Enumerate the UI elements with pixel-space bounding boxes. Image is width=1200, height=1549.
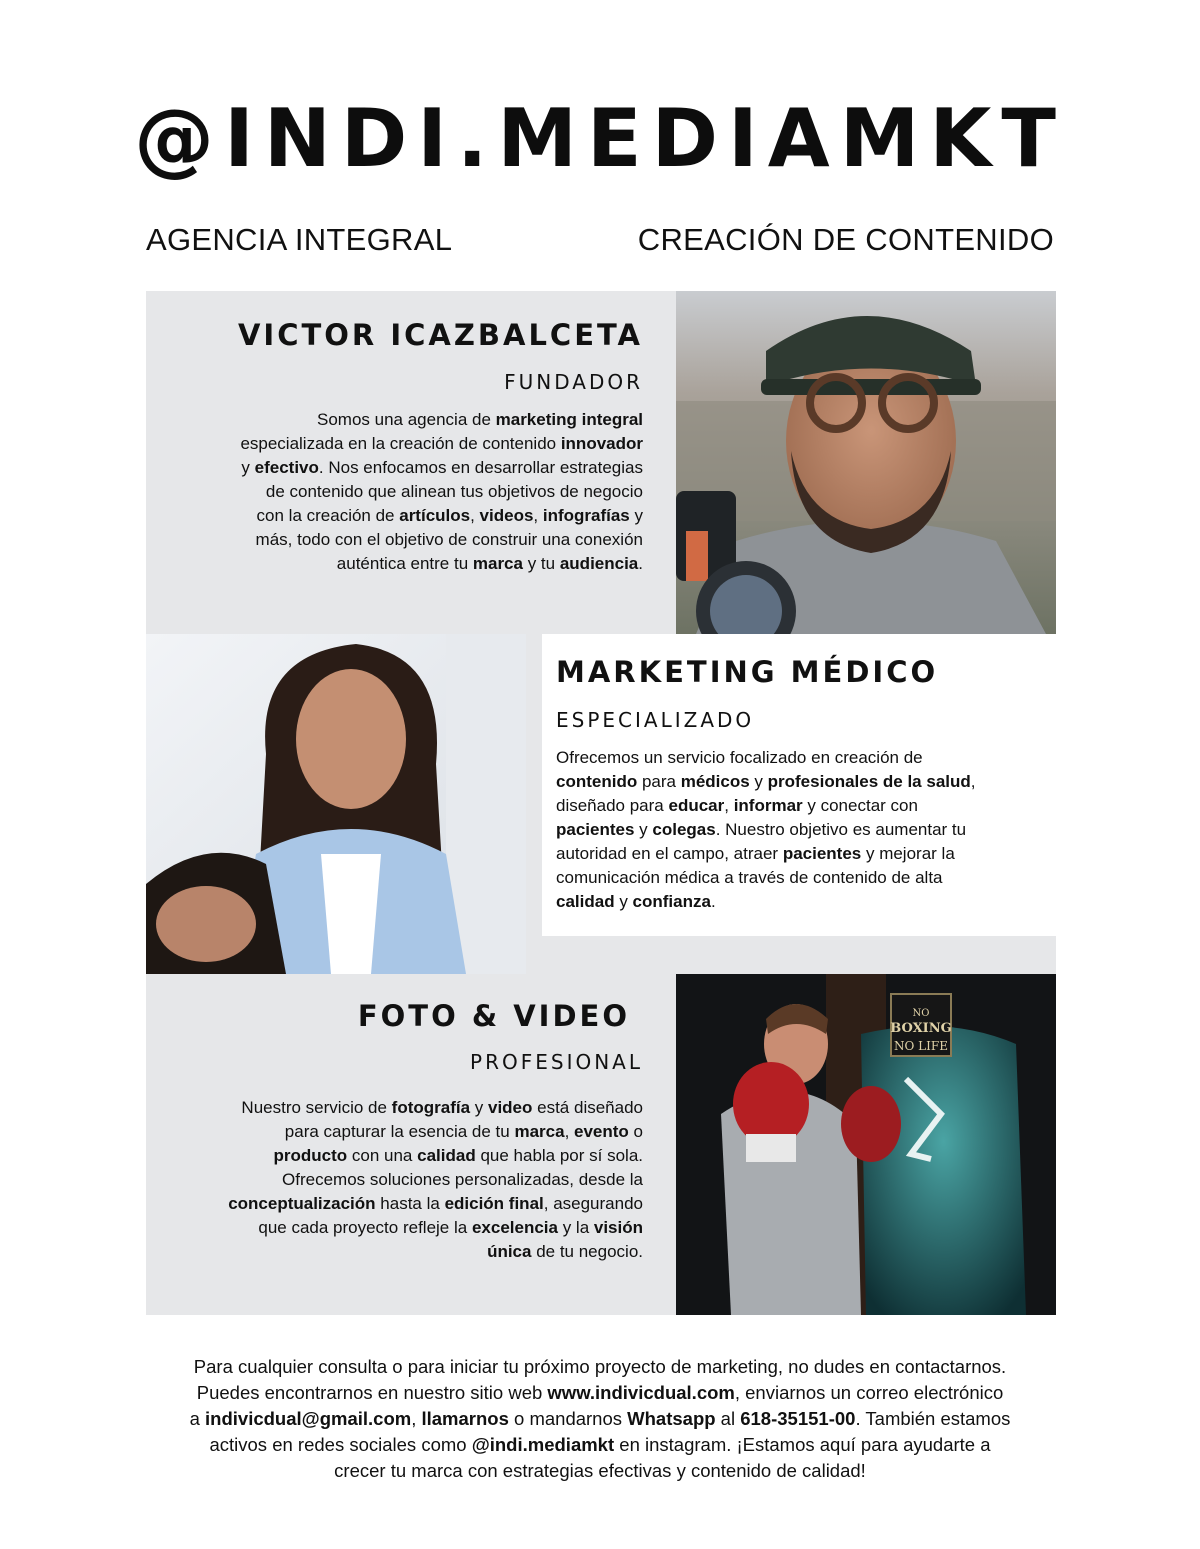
text-line xyxy=(110,1458,1090,1484)
text-fragment: Para cualquier consulta o para iniciar tu próximo proyecto de marketing, no dudes en contactarnos. xyxy=(193,1356,1007,1377)
founder-name: VICTOR ICAZBALCETA xyxy=(237,318,643,352)
bold-text: innovador xyxy=(560,434,643,453)
text-line xyxy=(556,866,1046,890)
text-fragment: Somos una agencia de xyxy=(317,410,496,429)
text-fragment: y la xyxy=(557,1218,594,1237)
text-fragment: que habla por sí sola. xyxy=(475,1146,643,1165)
text-fragment: Ofrecemos soluciones personalizadas, desde la xyxy=(282,1170,643,1189)
text-fragment: está diseñado xyxy=(532,1098,643,1117)
text-line xyxy=(110,1380,1090,1406)
text-line xyxy=(163,1168,643,1192)
text-line xyxy=(556,794,1046,818)
founder-photo xyxy=(676,291,1056,634)
text-fragment: hasta la xyxy=(375,1194,445,1213)
text-fragment: y xyxy=(629,506,643,525)
bold-text: marca xyxy=(514,1122,565,1141)
text-fragment: y xyxy=(470,1098,488,1117)
bold-text: @indi.mediamkt xyxy=(471,1434,615,1455)
bold-text: edición final xyxy=(444,1194,544,1213)
text-fragment: especializada en la creación de contenido xyxy=(240,434,561,453)
text-fragment: para xyxy=(637,772,681,791)
bold-text: www.indivicdual.com xyxy=(547,1382,735,1403)
founder-role: FUNDADOR xyxy=(504,370,643,394)
text-line xyxy=(110,1354,1090,1380)
text-line xyxy=(163,432,643,456)
poster-text-2: BOXING xyxy=(890,1021,952,1036)
text-fragment: y xyxy=(634,820,653,839)
text-line xyxy=(556,770,1046,794)
text-fragment: . Nos enfocamos en desarrollar estrategias xyxy=(318,458,643,477)
text-line xyxy=(163,1240,643,1264)
text-fragment: autoridad en el campo, atraer xyxy=(556,844,783,863)
text-fragment: , xyxy=(470,506,480,525)
photo-video-subtitle: PROFESIONAL xyxy=(470,1050,643,1074)
tagline-left: AGENCIA INTEGRAL xyxy=(146,222,453,257)
bold-text: conceptualización xyxy=(228,1194,376,1213)
text-line xyxy=(163,1144,643,1168)
text-fragment: con una xyxy=(347,1146,418,1165)
bold-text: videos xyxy=(479,506,534,525)
bold-text: pacientes xyxy=(782,844,862,863)
text-fragment: , xyxy=(533,506,543,525)
text-line xyxy=(556,890,1046,914)
text-fragment: comunicación médica a través de contenido de alta xyxy=(556,868,943,887)
bold-text: pacientes xyxy=(556,820,635,839)
bold-text: video xyxy=(488,1098,533,1117)
bold-text: profesionales de la salud xyxy=(767,772,971,791)
text-fragment: y tu xyxy=(522,554,560,573)
bold-text: 618-35151-00 xyxy=(740,1408,856,1429)
text-fragment: diseñado para xyxy=(556,796,669,815)
bold-text: marketing integral xyxy=(495,410,643,429)
text-line xyxy=(556,818,1046,842)
text-fragment: crecer tu marca con estrategias efectivas y contenido de calidad! xyxy=(334,1460,866,1481)
text-fragment: . Nuestro objetivo es aumentar tu xyxy=(715,820,967,839)
bold-text: efectivo xyxy=(254,458,319,477)
bold-text: visión xyxy=(593,1218,643,1237)
text-fragment: de tu negocio. xyxy=(531,1242,643,1261)
text-fragment: y mejorar la xyxy=(861,844,955,863)
text-fragment: . También estamos xyxy=(855,1408,1011,1429)
tagline-right: CREACIÓN DE CONTENIDO xyxy=(637,222,1054,257)
bold-text: contenido xyxy=(556,772,638,791)
text-fragment: , asegurando xyxy=(543,1194,643,1213)
text-line xyxy=(163,1120,643,1144)
text-fragment: con la creación de xyxy=(256,506,400,525)
brand-handle: @INDI.MEDIAMKT xyxy=(134,92,1066,185)
text-line xyxy=(163,1192,643,1216)
text-fragment: , xyxy=(970,772,976,791)
photo-video-title: FOTO & VIDEO xyxy=(357,999,630,1033)
bold-text: colegas xyxy=(652,820,716,839)
bold-text: educar xyxy=(668,796,725,815)
text-fragment: Nuestro servicio de xyxy=(241,1098,392,1117)
text-line xyxy=(163,552,643,576)
text-fragment: y xyxy=(749,772,768,791)
bold-text: excelencia xyxy=(471,1218,558,1237)
text-line xyxy=(163,504,643,528)
text-fragment: , enviarnos un correo electrónico xyxy=(734,1382,1004,1403)
text-fragment: auténtica entre tu xyxy=(336,554,473,573)
text-line xyxy=(110,1406,1090,1432)
bold-text: única xyxy=(487,1242,532,1261)
bold-text: indivicdual@gmail.com xyxy=(205,1408,412,1429)
text-fragment: al xyxy=(715,1408,741,1429)
bold-text: Whatsapp xyxy=(627,1408,716,1429)
text-line xyxy=(163,1096,643,1120)
bold-text: llamarnos xyxy=(421,1408,509,1429)
text-fragment: activos en redes sociales como xyxy=(209,1434,472,1455)
bold-text: producto xyxy=(273,1146,348,1165)
medical-title: MARKETING MÉDICO xyxy=(556,655,939,689)
text-line xyxy=(163,528,643,552)
text-line xyxy=(163,480,643,504)
bold-text: calidad xyxy=(556,892,615,911)
text-line xyxy=(556,842,1046,866)
poster-text-1: NO xyxy=(912,1008,930,1019)
bold-text: marca xyxy=(472,554,523,573)
contact-paragraph xyxy=(110,1354,1090,1484)
text-fragment: de contenido que alinean tus objetivos de negocio xyxy=(265,482,643,501)
text-line xyxy=(163,408,643,432)
text-fragment: en instagram. ¡Estamos aquí para ayudarte a xyxy=(614,1434,991,1455)
text-fragment: Puedes encontrarnos en nuestro sitio web xyxy=(196,1382,548,1403)
founder-description xyxy=(163,408,643,576)
text-fragment: que cada proyecto refleje la xyxy=(258,1218,472,1237)
text-line xyxy=(163,456,643,480)
text-fragment: y conectar con xyxy=(802,796,918,815)
medical-photo xyxy=(146,634,526,974)
text-fragment: a xyxy=(189,1408,206,1429)
text-fragment: , xyxy=(411,1408,422,1429)
bold-text: audiencia xyxy=(559,554,639,573)
text-line xyxy=(163,1216,643,1240)
text-fragment: Ofrecemos un servicio focalizado en creación de xyxy=(556,748,923,767)
text-fragment: y xyxy=(614,892,633,911)
medical-description xyxy=(556,746,1046,914)
text-fragment: para capturar la esencia de tu xyxy=(284,1122,515,1141)
bold-text: infografías xyxy=(542,506,630,525)
bold-text: calidad xyxy=(417,1146,476,1165)
text-fragment: o xyxy=(628,1122,643,1141)
bold-text: artículos xyxy=(399,506,471,525)
text-line xyxy=(556,746,1046,770)
text-fragment: , xyxy=(564,1122,575,1141)
bold-text: confianza xyxy=(632,892,711,911)
text-fragment: más, todo con el objetivo de construir una conexión xyxy=(255,530,643,549)
text-fragment: . xyxy=(710,892,716,911)
bold-text: fotografía xyxy=(391,1098,471,1117)
text-fragment: y xyxy=(241,458,255,477)
bold-text: evento xyxy=(574,1122,629,1141)
photo-video-description xyxy=(163,1096,643,1264)
text-fragment: o mandarnos xyxy=(508,1408,628,1429)
text-fragment: , xyxy=(724,796,734,815)
bold-text: informar xyxy=(733,796,803,815)
text-line xyxy=(110,1432,1090,1458)
bold-text: médicos xyxy=(680,772,750,791)
poster-text-3: NO LIFE xyxy=(894,1039,948,1053)
photo-video-photo xyxy=(676,974,1056,1315)
text-fragment: . xyxy=(638,554,643,573)
medical-subtitle: ESPECIALIZADO xyxy=(556,708,755,732)
